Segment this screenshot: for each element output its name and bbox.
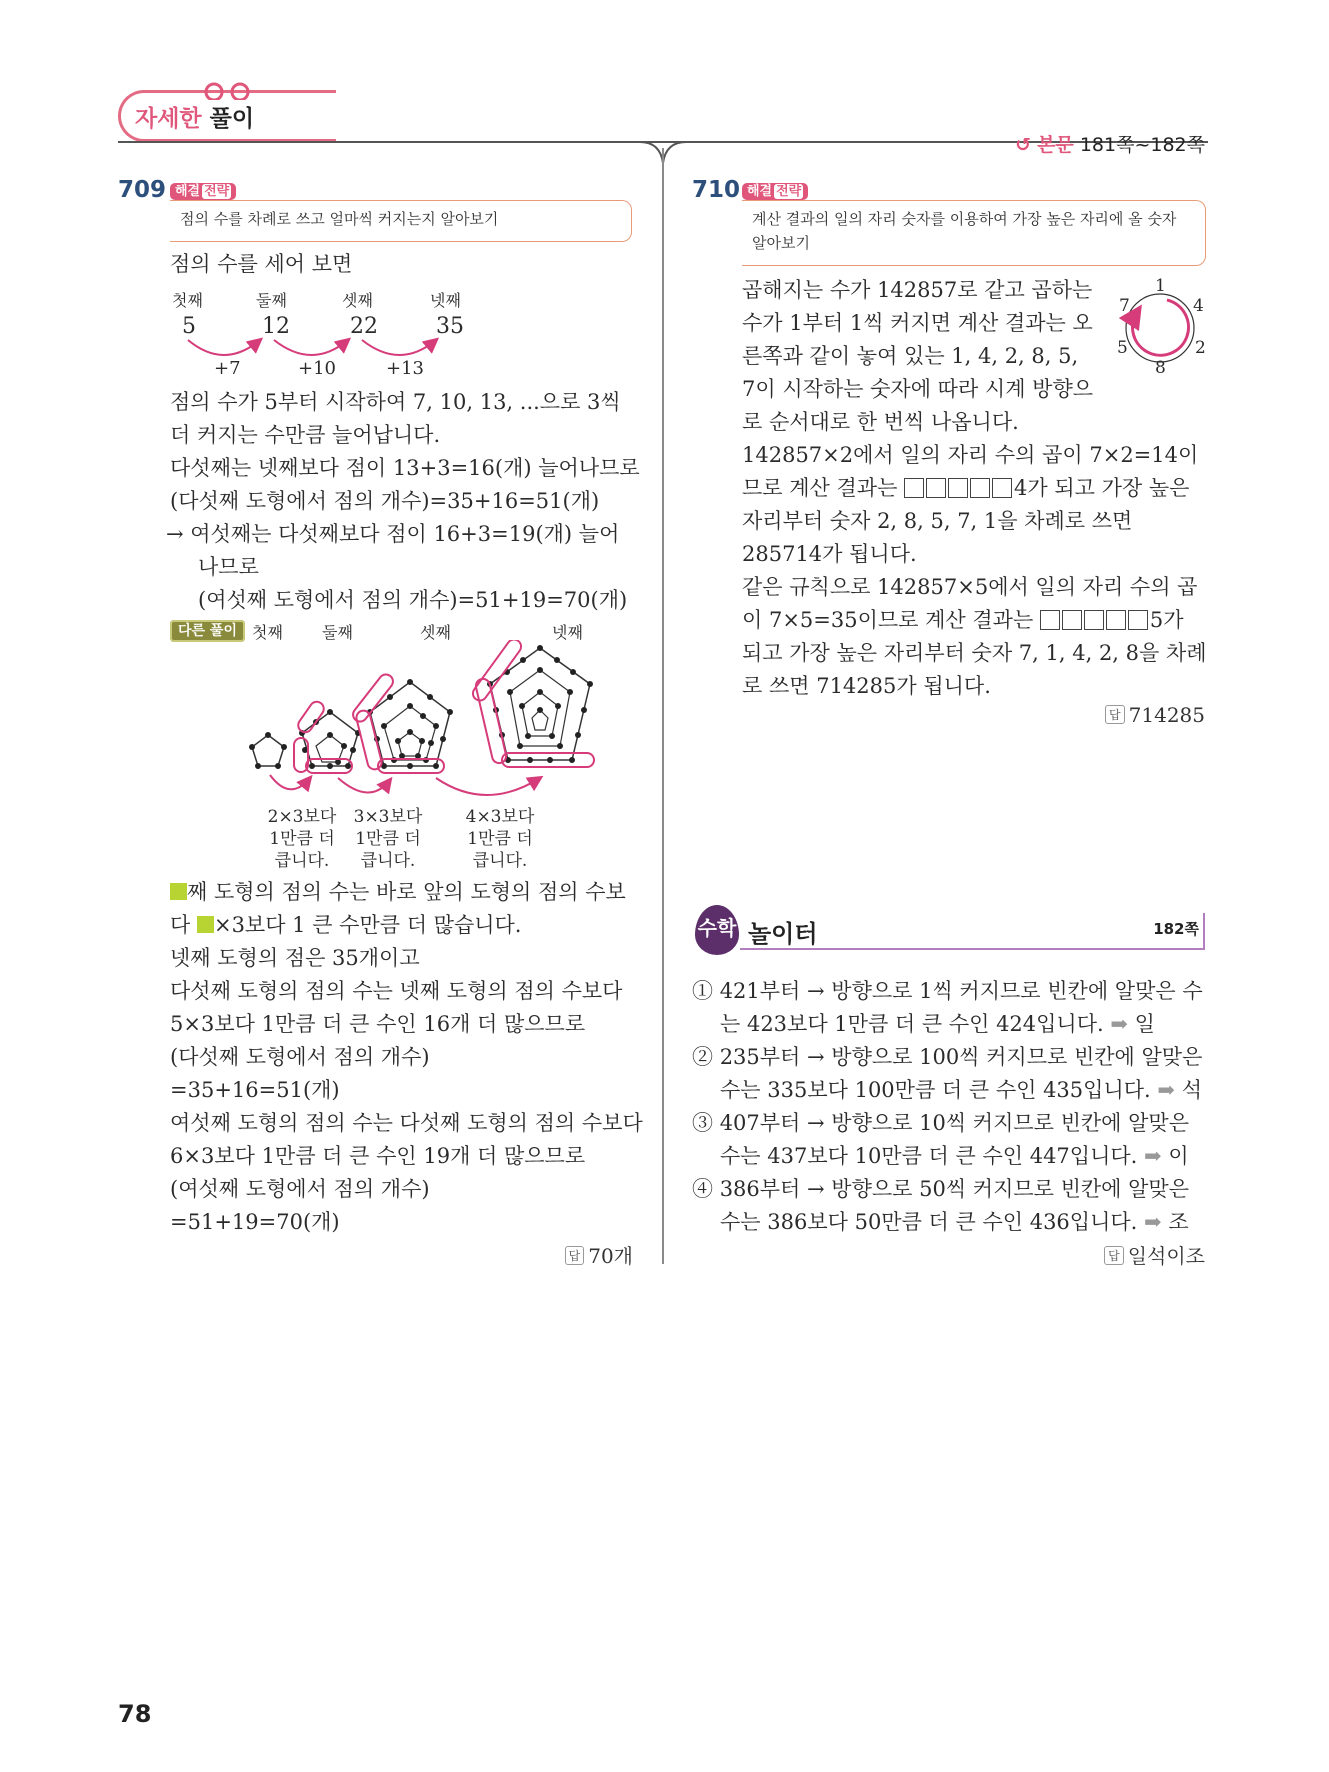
- blank-box: [992, 478, 1012, 498]
- return-arrow-icon: ↺: [1015, 134, 1032, 156]
- seq-diff: +13: [386, 358, 424, 379]
- note-line: 큽니다.: [360, 851, 416, 871]
- playground-item: [692, 1107, 1212, 1173]
- text-line: 다섯째 도형의 점의 수는 넷째 도형의 점의 수보다: [170, 979, 623, 1003]
- seq-value: 12: [262, 314, 290, 339]
- text-line: (여섯째 도형에서 점의 개수)=51+19=70(개): [198, 588, 628, 612]
- text-line: 되고 가장 높은 자리부터 숫자 7, 1, 4, 2, 8을 차례: [742, 641, 1207, 665]
- item-result: 조: [1168, 1210, 1189, 1234]
- circle-digit: 8: [1155, 358, 1166, 378]
- seq-value: 22: [350, 314, 378, 339]
- item-line: 386부터 → 방향으로 50씩 커지므로 빈칸에 알맞은: [719, 1177, 1189, 1201]
- blank-box: [904, 478, 924, 498]
- text-line: 4가 되고 가장 높은: [1014, 476, 1190, 500]
- text-line: ×3보다 1 큰 수만큼 더 많습니다.: [213, 913, 522, 937]
- pentagon-fourth: [470, 640, 594, 767]
- text-line: 곱해지는 수가 142857로 같고 곱하는: [742, 278, 1093, 302]
- blank-box: [1062, 610, 1082, 630]
- header-title: [135, 100, 254, 133]
- eyes-icon: [200, 80, 260, 100]
- seq-label: 둘째: [256, 291, 287, 310]
- seq-value: 35: [436, 314, 464, 339]
- alt-note-2: [348, 806, 428, 872]
- text-line: → 여섯째는 다섯째보다 점이 16+3=19(개) 늘어: [166, 522, 620, 546]
- pentagon-dot-figure: [240, 640, 640, 810]
- circle-digit: 2: [1195, 338, 1206, 358]
- answer-709: [565, 1240, 633, 1269]
- note-line: 4×3보다: [465, 807, 535, 827]
- note-line: 큽니다.: [274, 851, 330, 871]
- text-line: 여섯째 도형의 점의 수는 다섯째 도형의 점의 수보다: [170, 1111, 643, 1135]
- text-line: 자리부터 숫자 2, 8, 5, 7, 1을 차례로 쓰면: [742, 509, 1133, 533]
- note-line: 2×3보다: [267, 807, 337, 827]
- answer-label: 답: [1104, 1246, 1124, 1265]
- strategy-hint-710: 계산 결과의 일의 자리 숫자를 이용하여 가장 높은 자리에 올 숫자 알아보기: [742, 200, 1206, 266]
- item-number: ②: [692, 1045, 713, 1069]
- problem-number-710: 710: [692, 177, 741, 203]
- pentagon-first: [249, 732, 287, 769]
- circle-digit: 7: [1119, 296, 1130, 316]
- item-number: ④: [692, 1177, 713, 1201]
- text-line: =51+19=70(개): [170, 1210, 340, 1234]
- answer-710: [1105, 703, 1205, 727]
- alt-note-1: [262, 806, 342, 872]
- header-title-part1: 자세한: [135, 106, 202, 132]
- pentagon-third: [350, 672, 453, 773]
- arrow-icon: ➡: [1144, 1210, 1162, 1234]
- playground-items: [692, 975, 1212, 1239]
- item-number: ①: [692, 979, 713, 1003]
- circle-digit: 5: [1117, 338, 1128, 358]
- blank-box: [1128, 610, 1148, 630]
- blank-box: [926, 478, 946, 498]
- alt-solution-badge: [170, 620, 245, 640]
- blank-box: [948, 478, 968, 498]
- playground-item: [692, 1173, 1212, 1239]
- explanation-709-alt: [170, 876, 650, 1239]
- arrow-icon: ➡: [1157, 1078, 1175, 1102]
- note-line: 1만큼 더: [355, 829, 421, 849]
- note-line: 큽니다.: [472, 851, 528, 871]
- item-number: ③: [692, 1111, 713, 1135]
- playground-item: [692, 1041, 1212, 1107]
- text-line: 수가 1부터 1씩 커지면 계산 결과는 오: [742, 311, 1093, 335]
- page-number: 78: [118, 1700, 152, 1728]
- answer-playground: [1104, 1240, 1205, 1269]
- item-result: 석: [1181, 1078, 1202, 1102]
- text-line: (다섯째 도형에서 점의 개수): [170, 1045, 430, 1069]
- alt-labels: [252, 620, 612, 640]
- seq-diff: +10: [298, 358, 336, 379]
- item-line: 수는 335보다 100만큼 더 큰 수인 435입니다.: [720, 1078, 1151, 1102]
- seq-label: 넷째: [430, 291, 461, 310]
- item-line: 421부터 → 방향으로 1씩 커지므로 빈칸에 알맞은 수: [719, 979, 1203, 1003]
- green-square: [170, 883, 187, 900]
- column-divider: [662, 148, 664, 1264]
- answer-label: 답: [1105, 705, 1125, 724]
- text-line: 이 7×5=35이므로 계산 결과는: [742, 608, 1034, 632]
- answer-value: 일석이조: [1127, 1244, 1205, 1268]
- text-line: 7이 시작하는 숫자에 따라 시계 방향으: [742, 377, 1094, 401]
- seq-diffs: [200, 358, 500, 382]
- pentagon-second: [294, 699, 361, 773]
- alt-label: 첫째: [252, 623, 283, 642]
- intro-709: 점의 수를 세어 보면: [170, 252, 353, 276]
- strategy-badge-709: [170, 180, 236, 199]
- text-line: 더 커지는 수만큼 늘어납니다.: [170, 423, 441, 447]
- item-line: 235부터 → 방향으로 100씩 커지므로 빈칸에 알맞은: [719, 1045, 1203, 1069]
- problem-number-709: 709: [118, 177, 167, 203]
- alt-label: 셋째: [420, 623, 451, 642]
- arrow-icon: ➡: [1144, 1144, 1162, 1168]
- answer-label: 답: [565, 1246, 585, 1265]
- alt-label: 둘째: [322, 623, 353, 642]
- circle-digit: 1: [1155, 276, 1166, 296]
- arrow-icon: ➡: [1110, 1012, 1128, 1036]
- blank-box: [1106, 610, 1126, 630]
- text-line: 142857×2에서 일의 자리 수의 곱이 7×2=14이: [742, 443, 1199, 467]
- digit-circle: [1115, 276, 1205, 376]
- math-playground-badge: 수학: [695, 905, 739, 955]
- text-line: 나므로: [198, 555, 259, 579]
- item-line: 는 423보다 1만큼 더 큰 수인 424입니다.: [720, 1012, 1104, 1036]
- text-line: 로 쓰면 714285가 됩니다.: [742, 674, 991, 698]
- seq-label: 셋째: [342, 291, 373, 310]
- text-line: (여섯째 도형에서 점의 개수): [170, 1177, 430, 1201]
- circle-digit: 4: [1193, 296, 1204, 316]
- text-line: 므로 계산 결과는: [742, 476, 898, 500]
- math-playground-title: 놀이터: [748, 920, 818, 948]
- seq-label: 첫째: [172, 291, 203, 310]
- header-ref-prefix: 본문: [1037, 134, 1074, 156]
- item-line: 407부터 → 방향으로 10씩 커지므로 빈칸에 알맞은: [719, 1111, 1189, 1135]
- playground-page: 182쪽: [1153, 920, 1199, 938]
- answer-value: 714285: [1128, 703, 1205, 727]
- blank-box: [1040, 610, 1060, 630]
- text-line: 다섯째는 넷째보다 점이 13+3=16(개) 늘어나므로: [170, 456, 640, 480]
- strategy-hint-709: 점의 수를 차례로 쓰고 얼마씩 커지는지 알아보기: [170, 200, 632, 242]
- text-line: 5×3보다 1만큼 더 큰 수인 16개 더 많으므로: [170, 1012, 586, 1036]
- item-line: 수는 386보다 50만큼 더 큰 수인 436입니다.: [720, 1210, 1138, 1234]
- text-line: 다: [170, 913, 197, 937]
- badge-a: 해결: [175, 184, 201, 199]
- header-title-part2: 풀이: [209, 106, 255, 132]
- text-line: 6×3보다 1만큼 더 큰 수인 19개 더 많으므로: [170, 1144, 586, 1168]
- blank-box: [1084, 610, 1104, 630]
- seq-labels: [172, 288, 492, 308]
- playground-item: [692, 975, 1212, 1041]
- strategy-badge-710: [742, 180, 808, 199]
- explanation-710: [742, 439, 1212, 703]
- text-line: =35+16=51(개): [170, 1078, 340, 1102]
- answer-value: 70개: [588, 1244, 633, 1268]
- note-line: 1만큼 더: [467, 829, 533, 849]
- playground-sideline: [1203, 913, 1205, 950]
- text-line: (다섯째 도형에서 점의 개수)=35+16=51(개): [170, 489, 600, 513]
- text-line: 5가: [1149, 608, 1184, 632]
- alt-badge-label: 다른 풀이: [170, 620, 245, 642]
- item-line: 수는 437보다 10만큼 더 큰 수인 447입니다.: [720, 1144, 1138, 1168]
- text-line: 285714가 됩니다.: [742, 542, 917, 566]
- badge-a: 해결: [747, 184, 773, 199]
- blank-box: [970, 478, 990, 498]
- item-result: 일: [1134, 1012, 1155, 1036]
- seq-value: 5: [182, 314, 196, 339]
- text-line: 점의 수가 5부터 시작하여 7, 10, 13, ...으로 3씩: [170, 390, 621, 414]
- note-line: 1만큼 더: [269, 829, 335, 849]
- playground-underline: [740, 948, 1205, 950]
- text-line: 같은 규칙으로 142857×5에서 일의 자리 수의 곱: [742, 575, 1198, 599]
- text-line: 로 순서대로 한 번씩 나옵니다.: [742, 410, 1019, 434]
- seq-diff: +7: [214, 358, 241, 379]
- explanation-710-intro: [742, 274, 1112, 439]
- alt-label: 넷째: [552, 623, 583, 642]
- header-page-reference: [1015, 130, 1205, 157]
- note-line: 3×3보다: [353, 807, 423, 827]
- header-ref-pages: 181쪽~182쪽: [1079, 134, 1205, 156]
- text-line: 넷째 도형의 점은 35개이고: [170, 946, 420, 970]
- text-line: 른쪽과 같이 놓여 있는 1, 4, 2, 8, 5,: [742, 344, 1079, 368]
- alt-note-3: [460, 806, 540, 872]
- text-line: 째 도형의 점의 수는 바로 앞의 도형의 점의 수보: [187, 880, 626, 904]
- green-square: [197, 916, 214, 933]
- explanation-709: [166, 386, 645, 617]
- badge-b: 전략: [204, 184, 230, 199]
- badge-b: 전략: [776, 184, 802, 199]
- item-result: 이: [1168, 1144, 1189, 1168]
